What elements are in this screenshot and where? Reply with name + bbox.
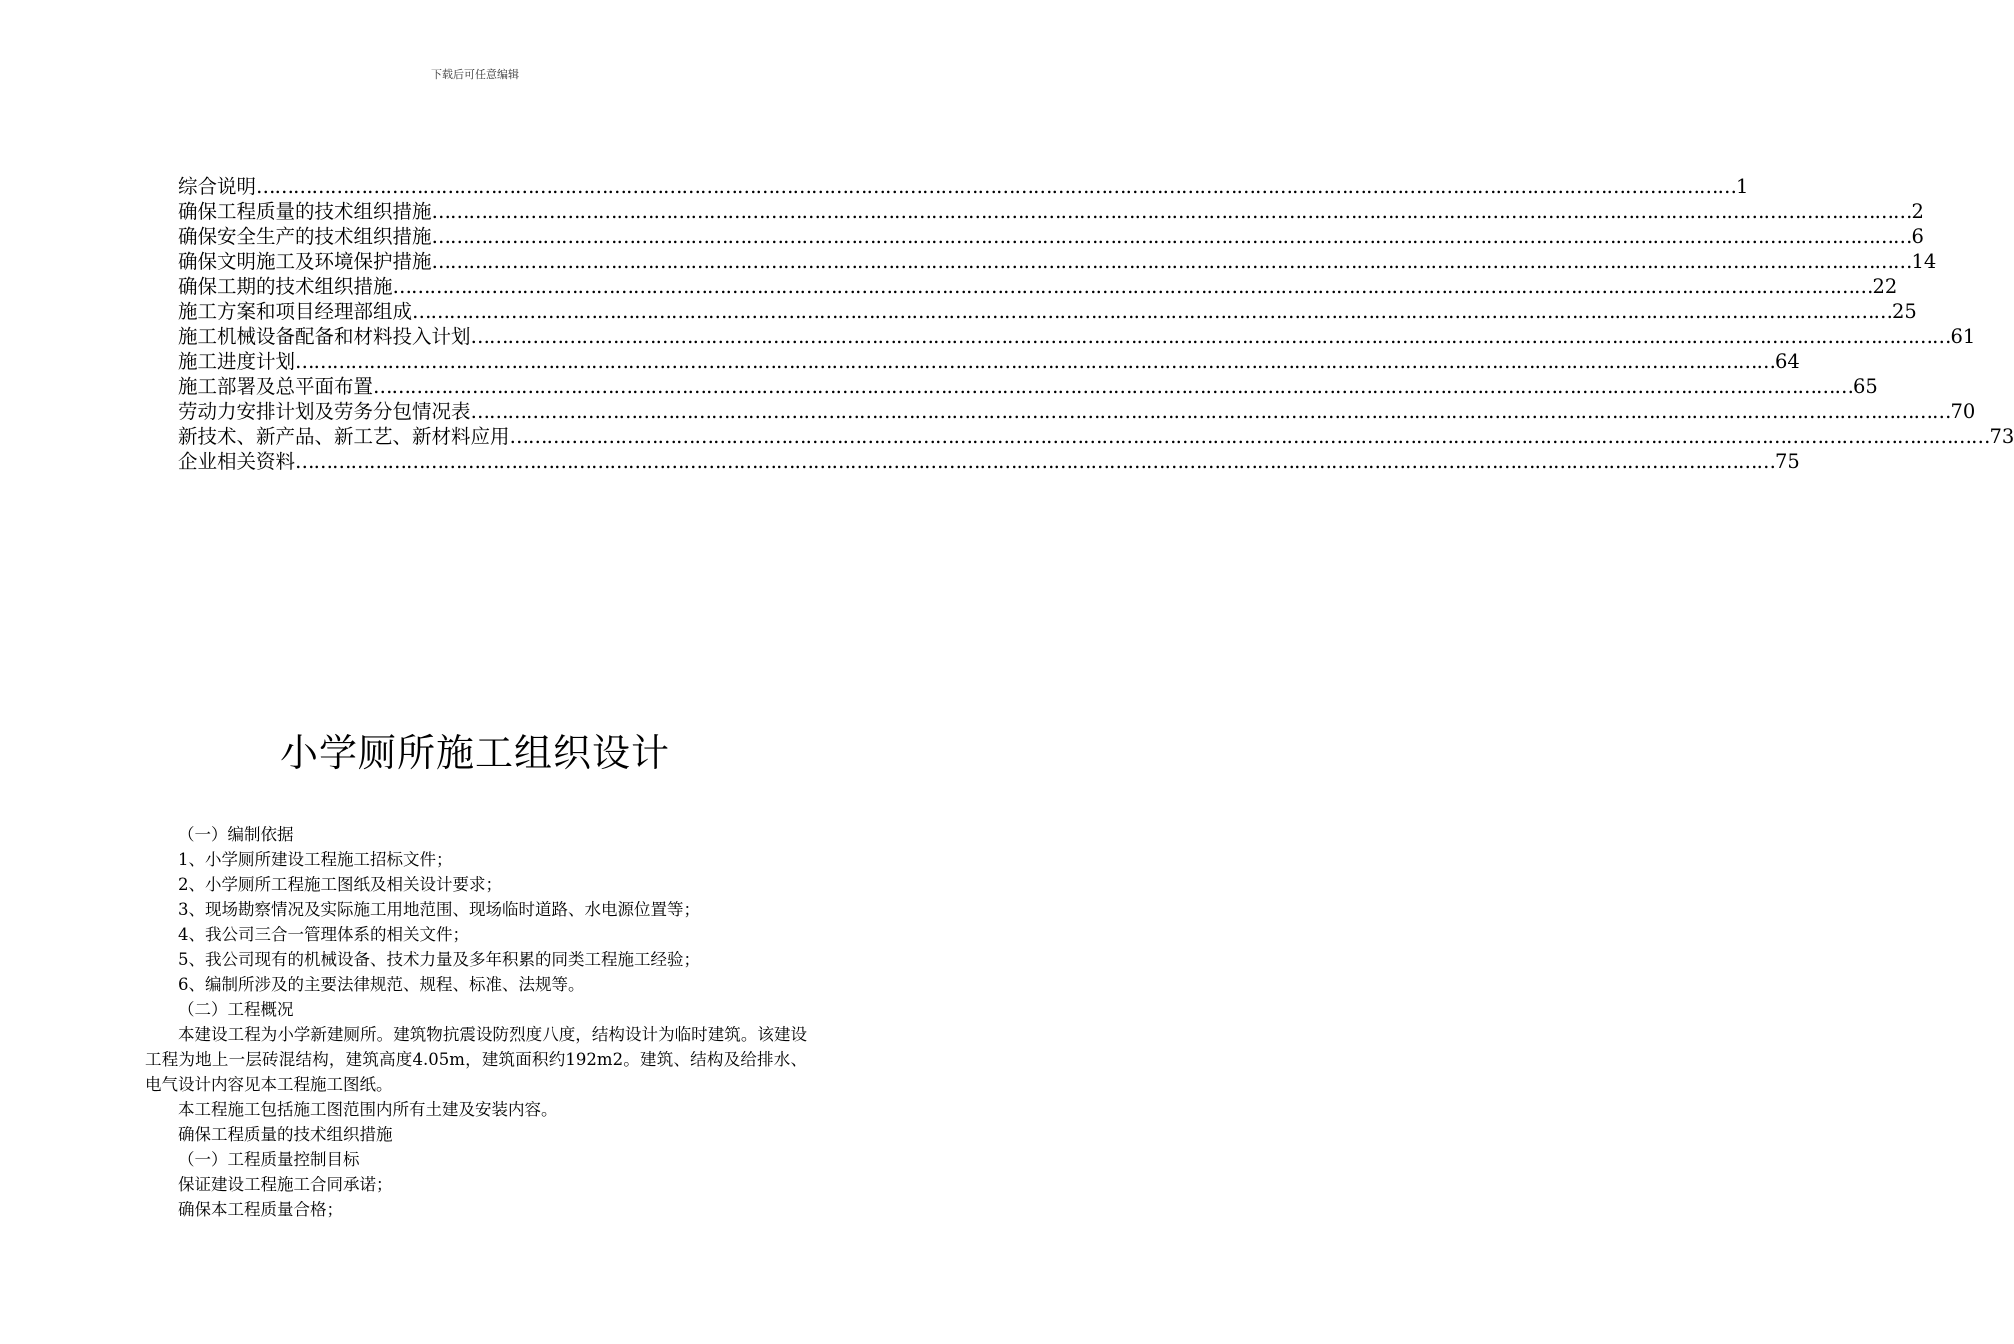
toc-entry-title: 劳动力安排计划及劳务分包情况表: [178, 400, 471, 423]
page-header: 下载后可任意编辑: [431, 68, 519, 81]
table-of-contents: [178, 174, 2014, 474]
toc-entry-title: 确保文明施工及环境保护措施: [178, 250, 432, 273]
toc-entry-page: 73: [1989, 425, 2014, 448]
toc-entry: [178, 449, 1800, 474]
quality-item: 确保本工程质量合格；: [178, 1200, 343, 1219]
toc-entry-page: 2: [1911, 200, 1924, 223]
toc-entry-page: 65: [1853, 375, 1878, 398]
toc-entry-page: 64: [1775, 350, 1800, 373]
toc-entry-page: 61: [1950, 325, 1976, 348]
toc-entry: [178, 249, 1937, 274]
section-heading-quality-target: （一）工程质量控制目标: [178, 1150, 360, 1169]
section-heading-quality: 确保工程质量的技术组织措施: [178, 1125, 393, 1144]
basis-item: 5、我公司现有的机械设备、技术力量及多年积累的同类工程施工经验；: [178, 950, 700, 969]
toc-entry-title: 施工部署及总平面布置: [178, 375, 374, 398]
toc-leader-dots: ……………………………………………………………………………………………………………………………………………………………………………………………………………………: [295, 350, 1776, 373]
toc-leader-dots: ……………………………………………………………………………………………………………………………………………………………………………………………………………………: [431, 200, 1912, 223]
scope-paragraph: 本工程施工包括施工图范围内所有土建及安装内容。: [178, 1100, 558, 1119]
toc-leader-dots: ……………………………………………………………………………………………………………………………………………………………………………………………………………………: [412, 300, 1893, 323]
toc-entry-title: 施工方案和项目经理部组成: [178, 300, 413, 323]
toc-entry: [178, 299, 1917, 324]
toc-entry-page: 6: [1911, 225, 1924, 248]
toc-entry: [178, 174, 1749, 199]
toc-entry: [178, 274, 1898, 299]
toc-entry-title: 确保工程质量的技术组织措施: [178, 200, 432, 223]
toc-entry: [178, 349, 1800, 374]
toc-leader-dots: ……………………………………………………………………………………………………………………………………………………………………………………………………………………: [431, 250, 1912, 273]
basis-item: 2、小学厕所工程施工图纸及相关设计要求；: [178, 875, 502, 894]
toc-entry-title: 新技术、新产品、新工艺、新材料应用: [178, 425, 510, 448]
basis-item: 3、现场勘察情况及实际施工用地范围、现场临时道路、水电源位置等；: [178, 900, 700, 919]
document-title: 小学厕所施工组织设计: [279, 731, 670, 775]
toc-entry-title: 施工进度计划: [178, 350, 296, 373]
toc-leader-dots: ……………………………………………………………………………………………………………………………………………………………………………………………………………………: [509, 425, 1990, 448]
toc-entry: [178, 374, 1878, 399]
toc-entry: [178, 424, 2014, 449]
toc-entry-page: 70: [1950, 400, 1976, 423]
toc-leader-dots: ……………………………………………………………………………………………………………………………………………………………………………………………………………………: [470, 325, 1951, 348]
toc-entry-title: 施工机械设备配备和材料投入计划: [178, 325, 471, 348]
toc-entry-page: 25: [1892, 300, 1917, 323]
toc-leader-dots: ……………………………………………………………………………………………………………………………………………………………………………………………………………………: [470, 400, 1951, 423]
toc-entry: [178, 324, 1976, 349]
toc-entry-page: 14: [1911, 250, 1937, 273]
toc-entry-page: 75: [1775, 450, 1800, 473]
toc-entry: [178, 399, 1976, 424]
toc-entry-title: 确保安全生产的技术组织措施: [178, 225, 432, 248]
toc-entry-page: 22: [1872, 275, 1898, 298]
toc-entry-title: 确保工期的技术组织措施: [178, 275, 393, 298]
quality-item: 保证建设工程施工合同承诺；: [178, 1175, 393, 1194]
toc-entry: [178, 224, 1924, 249]
toc-entry-title: 综合说明: [178, 175, 257, 198]
toc-entry-page: 1: [1736, 175, 1749, 198]
section-heading-overview: （二）工程概况: [178, 1000, 294, 1019]
toc-leader-dots: ……………………………………………………………………………………………………………………………………………………………………………………………………………………: [295, 450, 1776, 473]
document-body: [145, 822, 807, 1222]
section-heading-basis: （一）编制依据: [178, 825, 294, 844]
basis-item: 4、我公司三合一管理体系的相关文件；: [178, 925, 469, 944]
toc-entry: [178, 199, 1924, 224]
toc-leader-dots: ……………………………………………………………………………………………………………………………………………………………………………………………………………………: [392, 275, 1873, 298]
overview-paragraph: 本建设工程为小学新建厕所。建筑物抗震设防烈度八度，结构设计为临时建筑。该建设工程为地上一层砖混结构，建筑高度4.05m，建筑面积约192m2。建筑、结构及给排水、电气设计内容见本工程施工图纸。: [145, 1025, 807, 1094]
toc-leader-dots: ……………………………………………………………………………………………………………………………………………………………………………………………………………………: [431, 225, 1912, 248]
basis-item: 6、编制所涉及的主要法律规范、规程、标准、法规等。: [178, 975, 585, 994]
toc-leader-dots: ……………………………………………………………………………………………………………………………………………………………………………………………………………………: [256, 175, 1737, 198]
toc-leader-dots: ……………………………………………………………………………………………………………………………………………………………………………………………………………………: [373, 375, 1854, 398]
basis-item: 1、小学厕所建设工程施工招标文件；: [178, 850, 453, 869]
toc-entry-title: 企业相关资料: [178, 450, 296, 473]
